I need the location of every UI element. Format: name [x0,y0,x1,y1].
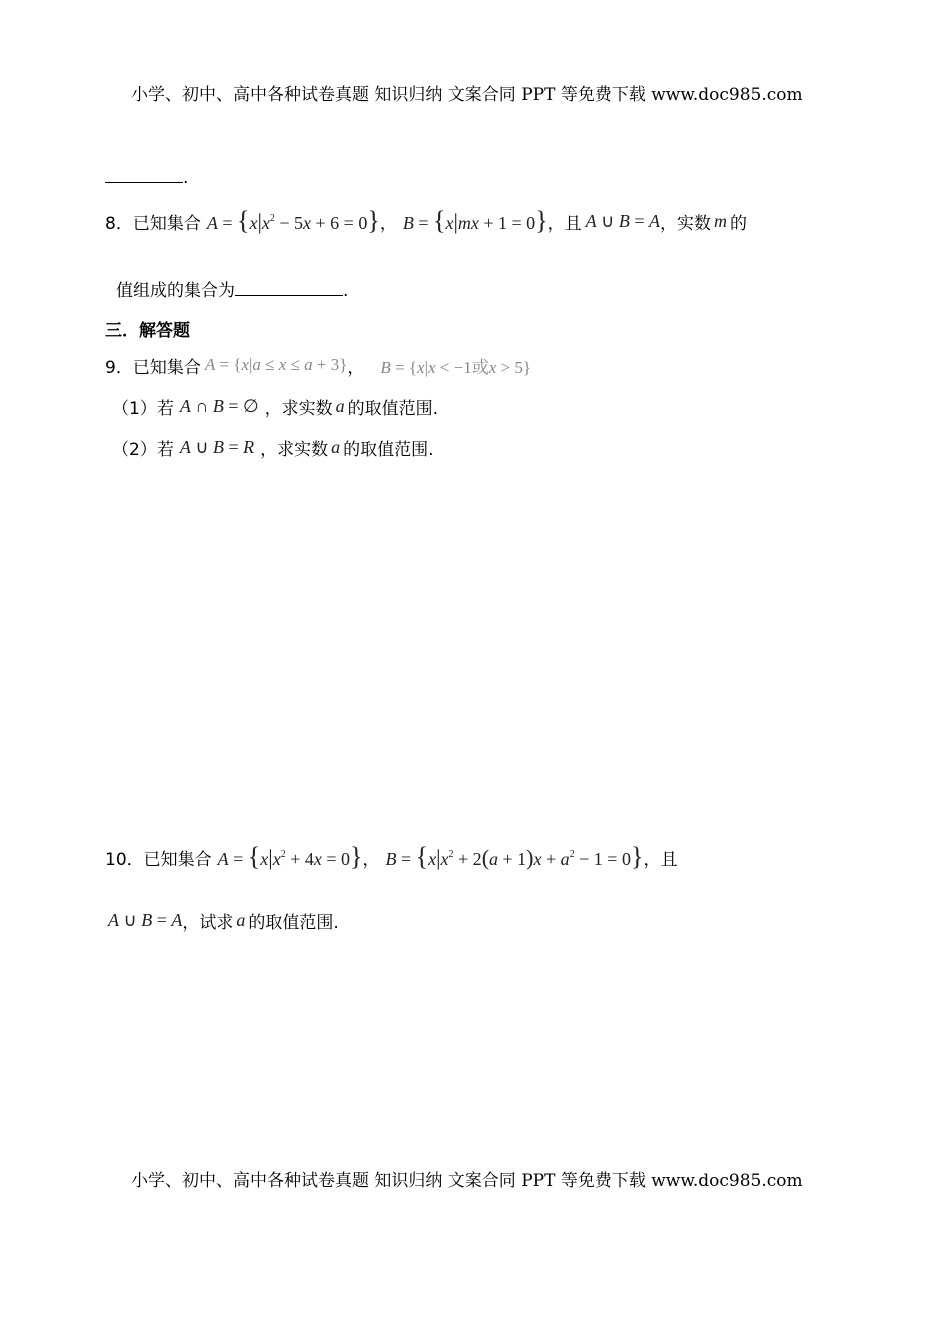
question-8 [105,204,747,238]
part-label: （2）若 [112,439,174,460]
question-text: ，试求 [182,912,234,933]
page-footer: 小学、初中、高中各种试卷真题 知识归纳 文案合同 PPT 等免费下载 www.doc985.com [131,1171,803,1191]
set-b-formula: B = {x|mx + 1 = 0} [402,206,548,235]
and-text: ，且 [547,213,582,234]
question-8-line-2 [116,276,348,301]
real-number-text: ，实数 [660,213,712,234]
intersection-condition: A ∩ B = ∅ [179,395,259,416]
page-header: 小学、初中、高中各种试卷真题 知识归纳 文案合同 PPT 等免费下载 www.doc985.com [131,85,803,105]
variable-a: a [236,909,246,930]
question-number: 9． [105,357,133,378]
comma: ， [347,357,365,378]
and-text: ，且 [643,849,678,870]
set-b-formula: $B = \{x|x^2 + 2(a + 1)x + a^2 - 1 = 0\}$ [385,842,644,871]
section-heading: 三．解答题 [105,321,190,341]
question-text: ，求实数 [260,439,329,460]
question-lead: 已知集合 [132,357,201,378]
question-text: 的取值范围. [347,398,439,419]
question-text: 的取值范围. [248,912,339,933]
period: . [343,281,349,301]
union-condition: A ∪ B = A [585,210,661,231]
variable-m: m [714,210,728,231]
part-label: （1）若 [112,398,174,419]
comma: ， [379,213,397,234]
question-text: 的取值范围. [343,439,434,460]
set-b-formula: B = {x|x < −1或x > 5} [380,357,532,377]
of-text: 的 [730,213,748,234]
set-a-formula: $A = \{x|x^2 - 5x + 6 = 0\}$ [206,206,380,235]
set-a-formula: $A = \{x|x^2 + 4x = 0\}$ [217,842,363,871]
question-10 [105,840,677,874]
union-condition: A ∪ B = R [179,436,255,457]
question-number: 10． [105,849,144,870]
answer-blank-line [105,166,183,183]
question-lead: 已知集合 [132,213,201,234]
question-9 [105,350,531,380]
question-lead: 已知集合 [143,849,212,870]
question-10-line-2 [108,906,339,934]
question-text: ，求实数 [264,398,333,419]
question-9-part-1 [112,393,438,419]
comma: ， [362,849,380,870]
question-number: 8． [105,213,133,234]
question-9-part-2 [112,434,434,460]
period: . [183,168,189,188]
union-condition: A ∪ B = A [108,909,183,930]
previous-answer-blank [105,166,188,188]
set-a-formula: A = {x|a ≤ x ≤ a + 3} [204,355,348,374]
answer-blank-line [235,279,343,296]
question-text: 值组成的集合为 [116,281,235,301]
variable-a: a [335,395,345,416]
variable-a: a [331,436,341,457]
